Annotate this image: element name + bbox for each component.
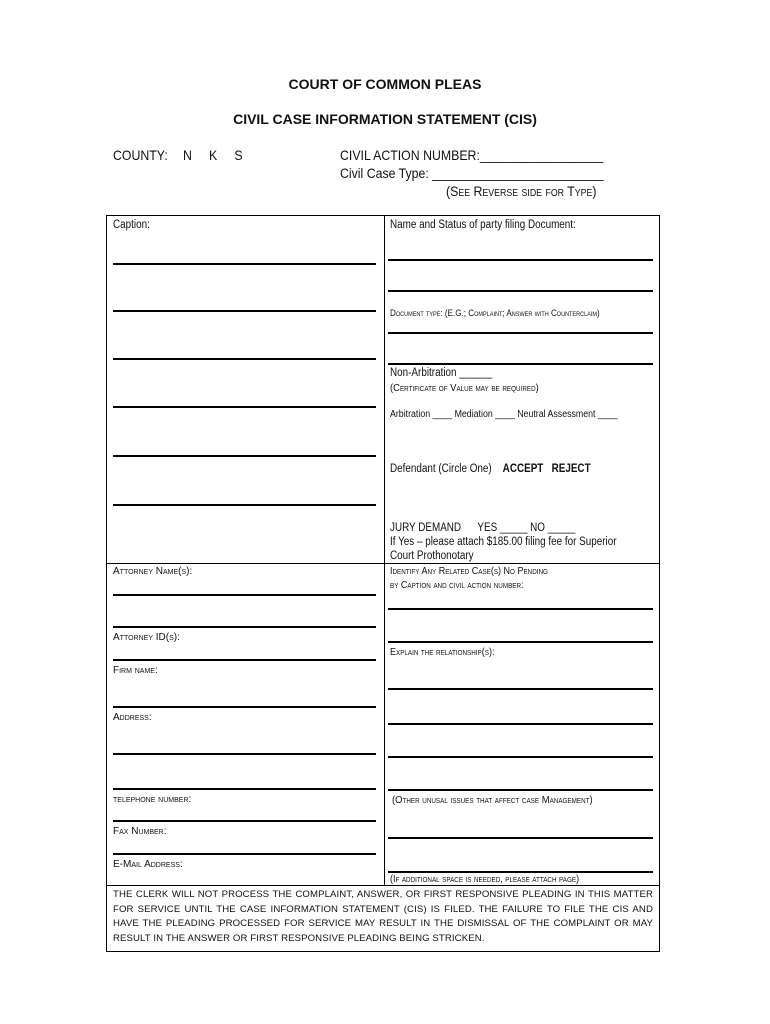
firm-name-label: Firm name: [113,665,158,676]
relationship-line-1[interactable] [388,688,653,690]
address-line-1[interactable] [113,753,376,755]
party-filing-label: Name and Status of party filing Document: [390,219,576,231]
county-options[interactable]: N K S [183,147,243,163]
firm-name-line[interactable] [113,706,376,708]
form-title: CIVIL CASE INFORMATION STATEMENT (CIS) [233,111,537,127]
caption-line-6[interactable] [113,504,376,506]
related-cases-label-1: Identify Any Related Case(s) No Pending [390,566,548,577]
caption-line-5[interactable] [113,455,376,457]
other-issues-label: (Other unusal issues that affect case Management) [392,794,593,806]
clerk-notice: THE CLERK WILL NOT PROCESS THE COMPLAINT, ANSWER, OR FIRST RESPONSIVE PLEADING IN THIS MATTER FOR SERVICE UNTIL THE CASE INFORMATION STATEMENT (CIS) IS FILED. THE FAILURE TO FILE THE CIS AND HAVE THE PLEADING PROCESSED FOR SERVICE MAY RESULT IN THE DISMISSAL OF THE COMPLAINT OR MAY RESULT IN THE ANSWER OR FIRST RESPONSIVE PLEADING BEING STRICKEN. [113,889,653,944]
attorney-names-label: Attorney Name(s): [113,566,193,577]
caption-line-2[interactable] [113,310,376,312]
column-divider [384,215,385,885]
reverse-side-note: (See Reverse side for Type) [446,183,597,199]
attorney-name-line-1[interactable] [113,594,376,596]
fax-label: Fax Number: [113,826,167,837]
email-label: E-Mail Address: [113,859,183,870]
other-issues-line-2[interactable] [388,871,653,873]
attorney-name-line-2[interactable] [113,626,376,628]
address-line-2[interactable] [113,788,376,790]
footer-divider [106,885,659,886]
caption-line-4[interactable] [113,406,376,408]
certificate-note: (Certificate of Value may be required) [390,382,539,394]
party-line-2[interactable] [388,290,653,292]
attorney-ids-label: Attorney ID(s): [113,632,180,643]
related-cases-line-1[interactable] [388,608,653,610]
jury-note-line-1: If Yes – please attach $185.00 filing fee for Superior [390,536,617,548]
civil-action-number-field[interactable]: CIVIL ACTION NUMBER:__________________ [340,147,604,163]
fax-line[interactable] [113,853,376,855]
defendant-circle-one-label: Defendant (Circle One) [390,463,492,475]
relationship-label: Explain the relationship(s): [390,647,495,658]
section-divider [106,563,659,564]
relationship-line-2[interactable] [388,723,653,725]
telephone-line[interactable] [113,820,376,822]
other-issues-line-1[interactable] [388,837,653,839]
related-cases-label-2: by Caption and civil action number: [390,580,524,591]
civil-case-type-field[interactable]: Civil Case Type: _________________________ [340,165,604,181]
jury-demand-field[interactable]: JURY DEMAND YES _____ NO _____ [390,522,576,534]
accept-option[interactable]: ACCEPT [502,463,544,475]
related-cases-line-2[interactable] [388,641,653,643]
address-label: Address: [113,712,152,723]
reject-option[interactable]: REJECT [551,463,591,475]
caption-line-3[interactable] [113,358,376,360]
jury-note-line-2: Court Prothonotary [390,550,474,562]
party-line-1[interactable] [388,259,653,261]
arbitration-options[interactable]: Arbitration ____ Mediation ____ Neutral Assessment ____ [390,409,618,420]
defendant-label [390,463,591,475]
county-label: COUNTY: [113,147,168,163]
relationship-line-4[interactable] [388,789,653,791]
relationship-line-3[interactable] [388,756,653,758]
form-box [106,215,660,952]
document-type-line-2[interactable] [388,363,653,365]
document-type-line-1[interactable] [388,332,653,334]
non-arbitration-field[interactable]: Non-Arbitration ______ [390,367,493,379]
telephone-label: telephone number: [113,794,192,805]
attorney-id-line[interactable] [113,659,376,661]
additional-space-note: (If additional space is needed, please attach page) [390,874,580,885]
document-type-label: Document type: (E.G.; Complaint; Answer with Counterclaim) [390,308,600,318]
court-title: COURT OF COMMON PLEAS [288,76,482,92]
caption-line-1[interactable] [113,263,376,265]
caption-label: Caption: [113,219,150,231]
